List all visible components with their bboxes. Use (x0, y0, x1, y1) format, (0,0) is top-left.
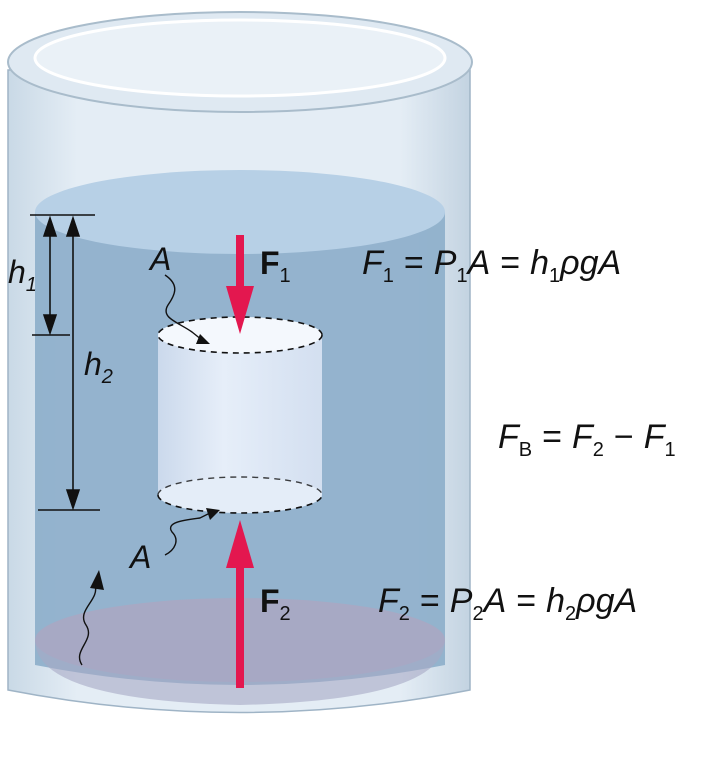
equation-f1: $F_1 = P_1A = h_1\rho gA$ (362, 244, 622, 287)
equation-f2: $F_2 = P_2A = h_2\rho gA$ (378, 582, 638, 625)
submerged-cylinder (158, 317, 322, 513)
label-area-bottom: A (130, 539, 152, 575)
label-h1: $h_1$ (8, 254, 37, 296)
label-force-top: $F_1$ (260, 245, 291, 287)
label-h2: $h_2$ (84, 346, 113, 388)
label-force-bottom: $F_2$ (260, 583, 291, 625)
label-area-top: A (150, 241, 172, 277)
equation-fb: $F_B = F_2 - F_1$ (498, 418, 676, 461)
